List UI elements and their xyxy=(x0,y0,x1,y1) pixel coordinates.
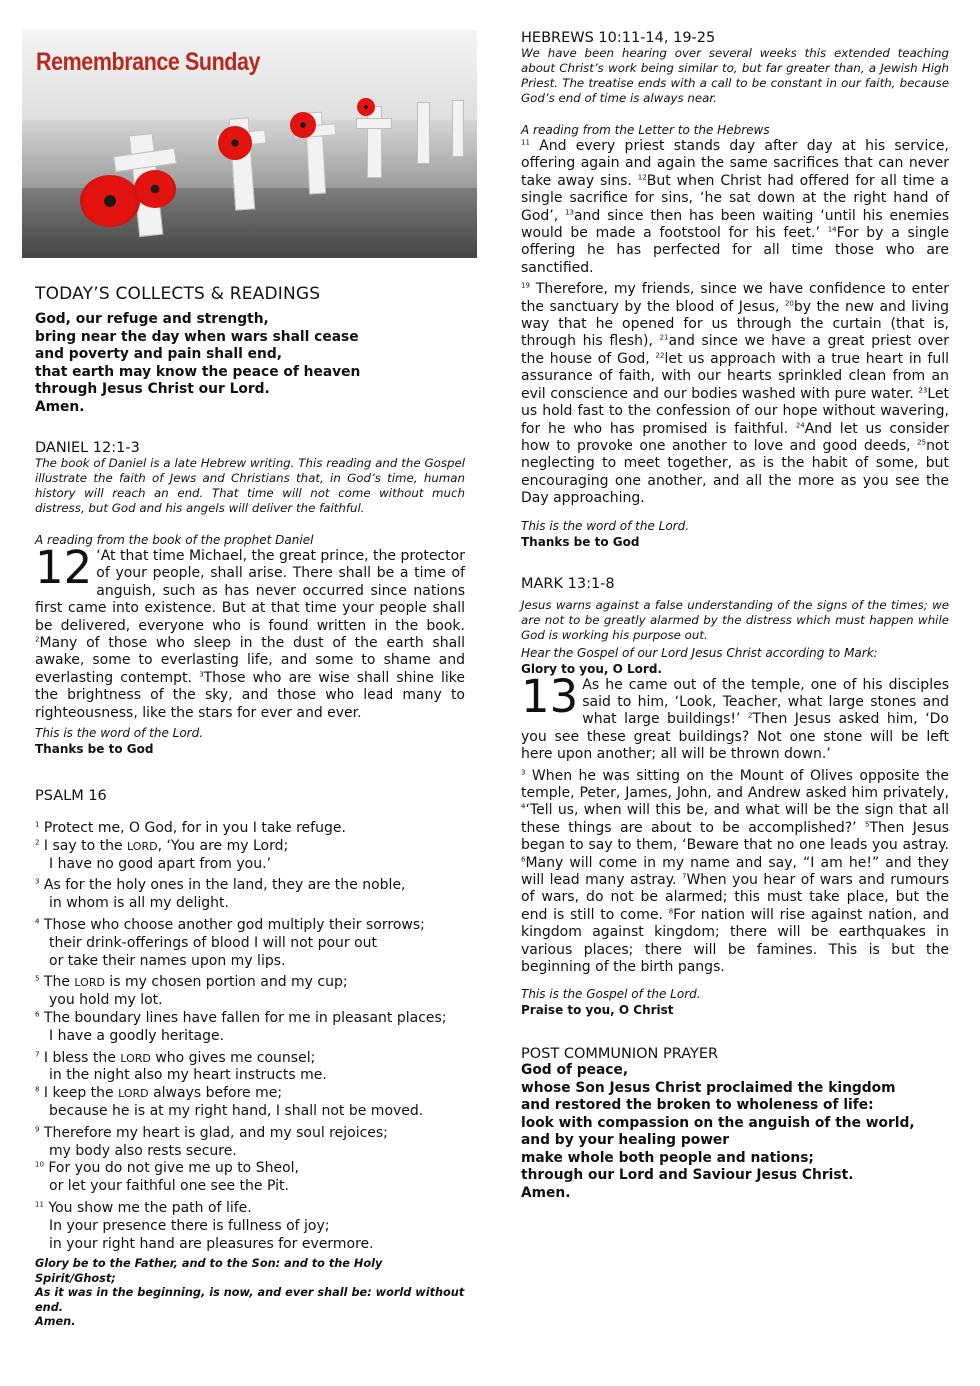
banner-image xyxy=(22,30,477,258)
psalm-verse: $^4$ Those who choose another god multiply their sorrows; xyxy=(35,917,425,934)
psalm-line: In your presence there is fullness of joy; xyxy=(49,1217,330,1234)
verse-number: 21 xyxy=(659,333,669,342)
psalm-line: or let your faithful one see the Pit. xyxy=(49,1178,289,1195)
collect-heading: TODAY’S COLLECTS & READINGS xyxy=(35,284,321,304)
right-column xyxy=(521,30,949,1202)
daniel-cue: A reading from the book of the prophet Daniel xyxy=(35,533,314,547)
gloria-line: Glory be to the Father, and to the Son: and to the Holy Spirit/Ghost; xyxy=(35,1257,383,1285)
verse-number: 19 xyxy=(521,281,530,290)
verse-number: 5 xyxy=(865,820,870,829)
verse-number: 22 xyxy=(655,351,665,360)
verse-number: 3 xyxy=(199,670,204,679)
psalm-verse: $^1$ Protect me, O God, for in you I take refuge. xyxy=(35,820,346,837)
hebrews-intro: We have been hearing over several weeks this extended teaching about Christ’s work being similar to, but far greater than, a Jewish High Priest. The treatise ends with a call to be constant in our faith, because God’s end of time is always near. xyxy=(521,46,949,105)
mark-response: Praise to you, O Christ xyxy=(521,1003,674,1018)
gloria-line: Amen. xyxy=(35,1315,76,1329)
prayer-line: whose Son Jesus Christ proclaimed the kingdom xyxy=(521,1079,896,1096)
hebrews-cue: A reading from the Letter to the Hebrews xyxy=(521,123,770,137)
daniel-response: Thanks be to God xyxy=(35,742,154,757)
collect-prayer xyxy=(35,311,465,416)
prayer-line: look with compassion on the anguish of the world, xyxy=(521,1114,915,1131)
verse-number: 11 xyxy=(521,138,530,147)
mark-text: $^3$ When he was sitting on the Mount of Olives opposite the temple, Peter, James, John, and Andrew asked him privately, $^4$‘Tell us, when will this be, and what will be the sign that all these things are about to be accomplished?’ $^5$Then Jesus began to say to them, ‘Beware that no one leads you astray. $^6$Many will come in my name and say, “I am he!” and they will lead many astray. $^7$When you hear of wars and rumours of wars, do not be alarmed; this must take place, but the end is still to come. $^8$For nation will rise against nation, and kingdom against kingdom; there will be earthquakes in various places; there will be famines. This is but the beginning of the birth pangs. xyxy=(521,767,950,976)
verse-number: 2 xyxy=(747,711,753,720)
verse-number: 11 xyxy=(35,1200,44,1209)
daniel-heading: DANIEL 12:1-3 xyxy=(35,440,140,456)
mark-close: This is the Gospel of the Lord. xyxy=(521,987,701,1002)
mark-cue: Hear the Gospel of our Lord Jesus Christ according to Mark: xyxy=(521,645,878,660)
verse-number: 5 xyxy=(35,974,40,983)
poppy-icon xyxy=(357,98,375,116)
psalm-verse: $^5$ The LORD is my chosen portion and my cup; xyxy=(35,974,348,991)
poppy-icon xyxy=(134,170,176,208)
collect-line: and poverty and pain shall end, xyxy=(35,346,282,362)
psalm-line: in whom is all my delight. xyxy=(49,895,229,912)
prayer-line: and restored the broken to wholeness of life: xyxy=(521,1097,874,1114)
psalm-verse: $^3$ As for the holy ones in the land, they are the noble, xyxy=(35,877,406,894)
psalm-verse: $^9$ Therefore my heart is glad, and my soul rejoices; xyxy=(35,1124,388,1141)
poppy-icon xyxy=(218,126,252,160)
verse-number: 24 xyxy=(795,420,805,429)
psalm-verse: $^8$ I keep the LORD always before me; xyxy=(35,1085,283,1102)
gloria xyxy=(35,1257,465,1330)
psalm-line: I have no good apart from you.’ xyxy=(49,855,272,872)
mark-section xyxy=(521,576,949,1019)
mark-text: 13 As he came out of the temple, one of his disciples said to him, ‘Look, Teacher, what large stones and what large buildings!’ $^2$Then Jesus asked him, ‘Do you see these great buildings? Not one stone will be left here upon another; all will be thrown down.’ xyxy=(521,669,950,763)
daniel-intro: The book of Daniel is a late Hebrew writing. This reading and the Gospel illustrate the faith of Jews and Christians that, in God’s time, human history will reach an end. That time will not come without much distress, but God and his angels will deliver the faithful. xyxy=(35,456,465,515)
mark-intro: Jesus warns against a false understanding of the signs of the times; we are not to be greatly alarmed by the distress which must happen while God is working his purpose out. xyxy=(521,597,949,642)
verse-number: 2 xyxy=(35,635,40,644)
chapter-number: 12 xyxy=(35,541,93,594)
verse-number: 20 xyxy=(784,299,794,307)
psalm-line: I have a goodly heritage. xyxy=(49,1027,225,1044)
daniel-section xyxy=(22,440,465,757)
hebrews-text: $^{11}$ And every priest stands day after day at his service, offering again and again the same sacrifices that can never take away sins. $^{12}$But when Christ had offered for all time a single sacrifice for sins, ‘he sat down at the right hand of God’, $^{13}$and since then has been waiting ‘until his enemies would be made a footstool for his feet.’ $^{14}$For by a single offering he has perfected for all time those who are sanctified. xyxy=(521,138,949,276)
psalm-heading: PSALM 16 xyxy=(35,788,107,805)
collect-section xyxy=(22,284,465,416)
psalm-line: their drink-offerings of blood I will not pour out xyxy=(49,934,378,951)
verse-number: 14 xyxy=(827,225,837,234)
mark-heading: MARK 13:1-8 xyxy=(521,575,615,592)
verse-number: 4 xyxy=(521,802,526,811)
psalm-verse: $^{10}$ For you do not give me up to Sheol, xyxy=(35,1160,299,1177)
verse-number: 13 xyxy=(565,207,574,216)
verse-number: 7 xyxy=(681,872,687,881)
mark-acclaim: Glory to you, O Lord. xyxy=(521,661,662,676)
prayer-line: Amen. xyxy=(521,1184,571,1201)
verse-number: 3 xyxy=(35,877,40,886)
hebrews-heading: HEBREWS 10:11-14, 19-25 xyxy=(521,30,716,46)
verse-number: 9 xyxy=(35,1125,40,1134)
verse-number: 12 xyxy=(637,173,647,182)
left-column xyxy=(22,0,477,1330)
hebrews-section xyxy=(521,30,949,550)
prayer-line: God of peace, xyxy=(521,1062,629,1079)
verse-number: 1 xyxy=(35,820,40,829)
post-communion-heading: POST COMMUNION PRAYER xyxy=(521,1046,719,1063)
verse-number: 2 xyxy=(35,838,40,847)
psalm-section xyxy=(22,788,465,1330)
psalm-verse: $^{11}$ You show me the path of life. xyxy=(35,1200,252,1216)
verse-number: 8 xyxy=(668,907,674,916)
gloria-line: As it was in the beginning, is now, and ever shall be: world without end. xyxy=(35,1286,465,1314)
psalm-line: in the night also my heart instructs me. xyxy=(49,1067,327,1084)
verse-number: 6 xyxy=(35,1010,40,1019)
verse-number: 3 xyxy=(521,767,526,776)
banner-title: Remembrance Sunday xyxy=(36,48,261,76)
collect-line: bring near the day when wars shall cease xyxy=(35,328,359,345)
post-communion-prayer xyxy=(521,1062,949,1202)
collect-line: Amen. xyxy=(35,398,85,415)
verse-text: Those who are wise shall shine like the brightness of the sky, and those who lead many to righteousness, like the stars for ever and ever. xyxy=(35,669,465,721)
hebrews-close: This is the word of the Lord. xyxy=(521,518,690,533)
collect-line: God, our refuge and strength, xyxy=(35,311,269,327)
daniel-text xyxy=(35,541,465,722)
verse-number: 10 xyxy=(35,1160,44,1169)
verse-number: 4 xyxy=(35,917,40,926)
psalm-verse: $^2$ I say to the LORD, ‘You are my Lord; xyxy=(35,837,289,854)
verse-number: 6 xyxy=(521,854,526,863)
collect-line: that earth may know the peace of heaven xyxy=(35,363,361,380)
hebrews-response: Thanks be to God xyxy=(521,534,640,549)
psalm-line: in your right hand are pleasures for evermore. xyxy=(49,1235,374,1252)
psalm-verse: $^6$ The boundary lines have fallen for me in pleasant places; xyxy=(35,1010,447,1027)
hebrews-text: $^{19}$ Therefore, my friends, since we have confidence to enter the sanctuary by the blood of Jesus, $^{20}$by the new and living way that he opened for us through the curtain (that is, through his flesh), $^{21}$and since we have a great priest over the house of God, $^{22}$let us approach with a true heart in full assurance of faith, with our hearts sprinkled clean from an evil conscience and our bodies washed with pure water. $^{23}$Let us hold fast to the confession of our hope without wavering, for he who has promised is faithful. $^{24}$And let us consider how to provoke one another to love and good deeds, $^{25}$not neglecting to meet together, as is the habit of some, but encouraging one another, and all the more as you see the Day approaching. xyxy=(521,281,950,507)
collect-line: through Jesus Christ our Lord. xyxy=(35,381,270,397)
poppy-icon xyxy=(80,175,140,227)
poppy-icon xyxy=(290,112,316,138)
psalm-line: my body also rests secure. xyxy=(49,1142,237,1159)
prayer-line: through our Lord and Saviour Jesus Christ. xyxy=(521,1167,854,1184)
verse-number: 7 xyxy=(35,1049,40,1058)
psalm-line: or take their names upon my lips. xyxy=(49,952,286,969)
psalm-line: you hold my lot. xyxy=(49,992,163,1009)
psalm-verse: $^7$ I bless the LORD who gives me counsel; xyxy=(35,1049,316,1066)
verse-text: ‘At that time Michael, the great prince, the protector of your people, shall arise. There shall be a time of anguish, such as has never occurred since nations first came into existence. But at that time your people shall be delivered, everyone who is found written in the book. xyxy=(35,548,465,634)
prayer-line: make whole both people and nations; xyxy=(521,1149,814,1166)
verse-number: 8 xyxy=(35,1085,40,1094)
daniel-close: This is the word of the Lord. xyxy=(35,726,204,741)
verse-number: 25 xyxy=(917,438,927,447)
chapter-number: 13 xyxy=(521,669,579,723)
psalm-line: because he is at my right hand, I shall not be moved. xyxy=(49,1103,424,1120)
verse-text: Many of those who sleep in the dust of the earth shall awake, some to everlasting life, and some to shame and everlasting contempt. xyxy=(35,635,465,686)
verse-number: 23 xyxy=(918,386,928,395)
post-communion-section xyxy=(521,1046,949,1202)
prayer-line: and by your healing power xyxy=(521,1132,730,1149)
